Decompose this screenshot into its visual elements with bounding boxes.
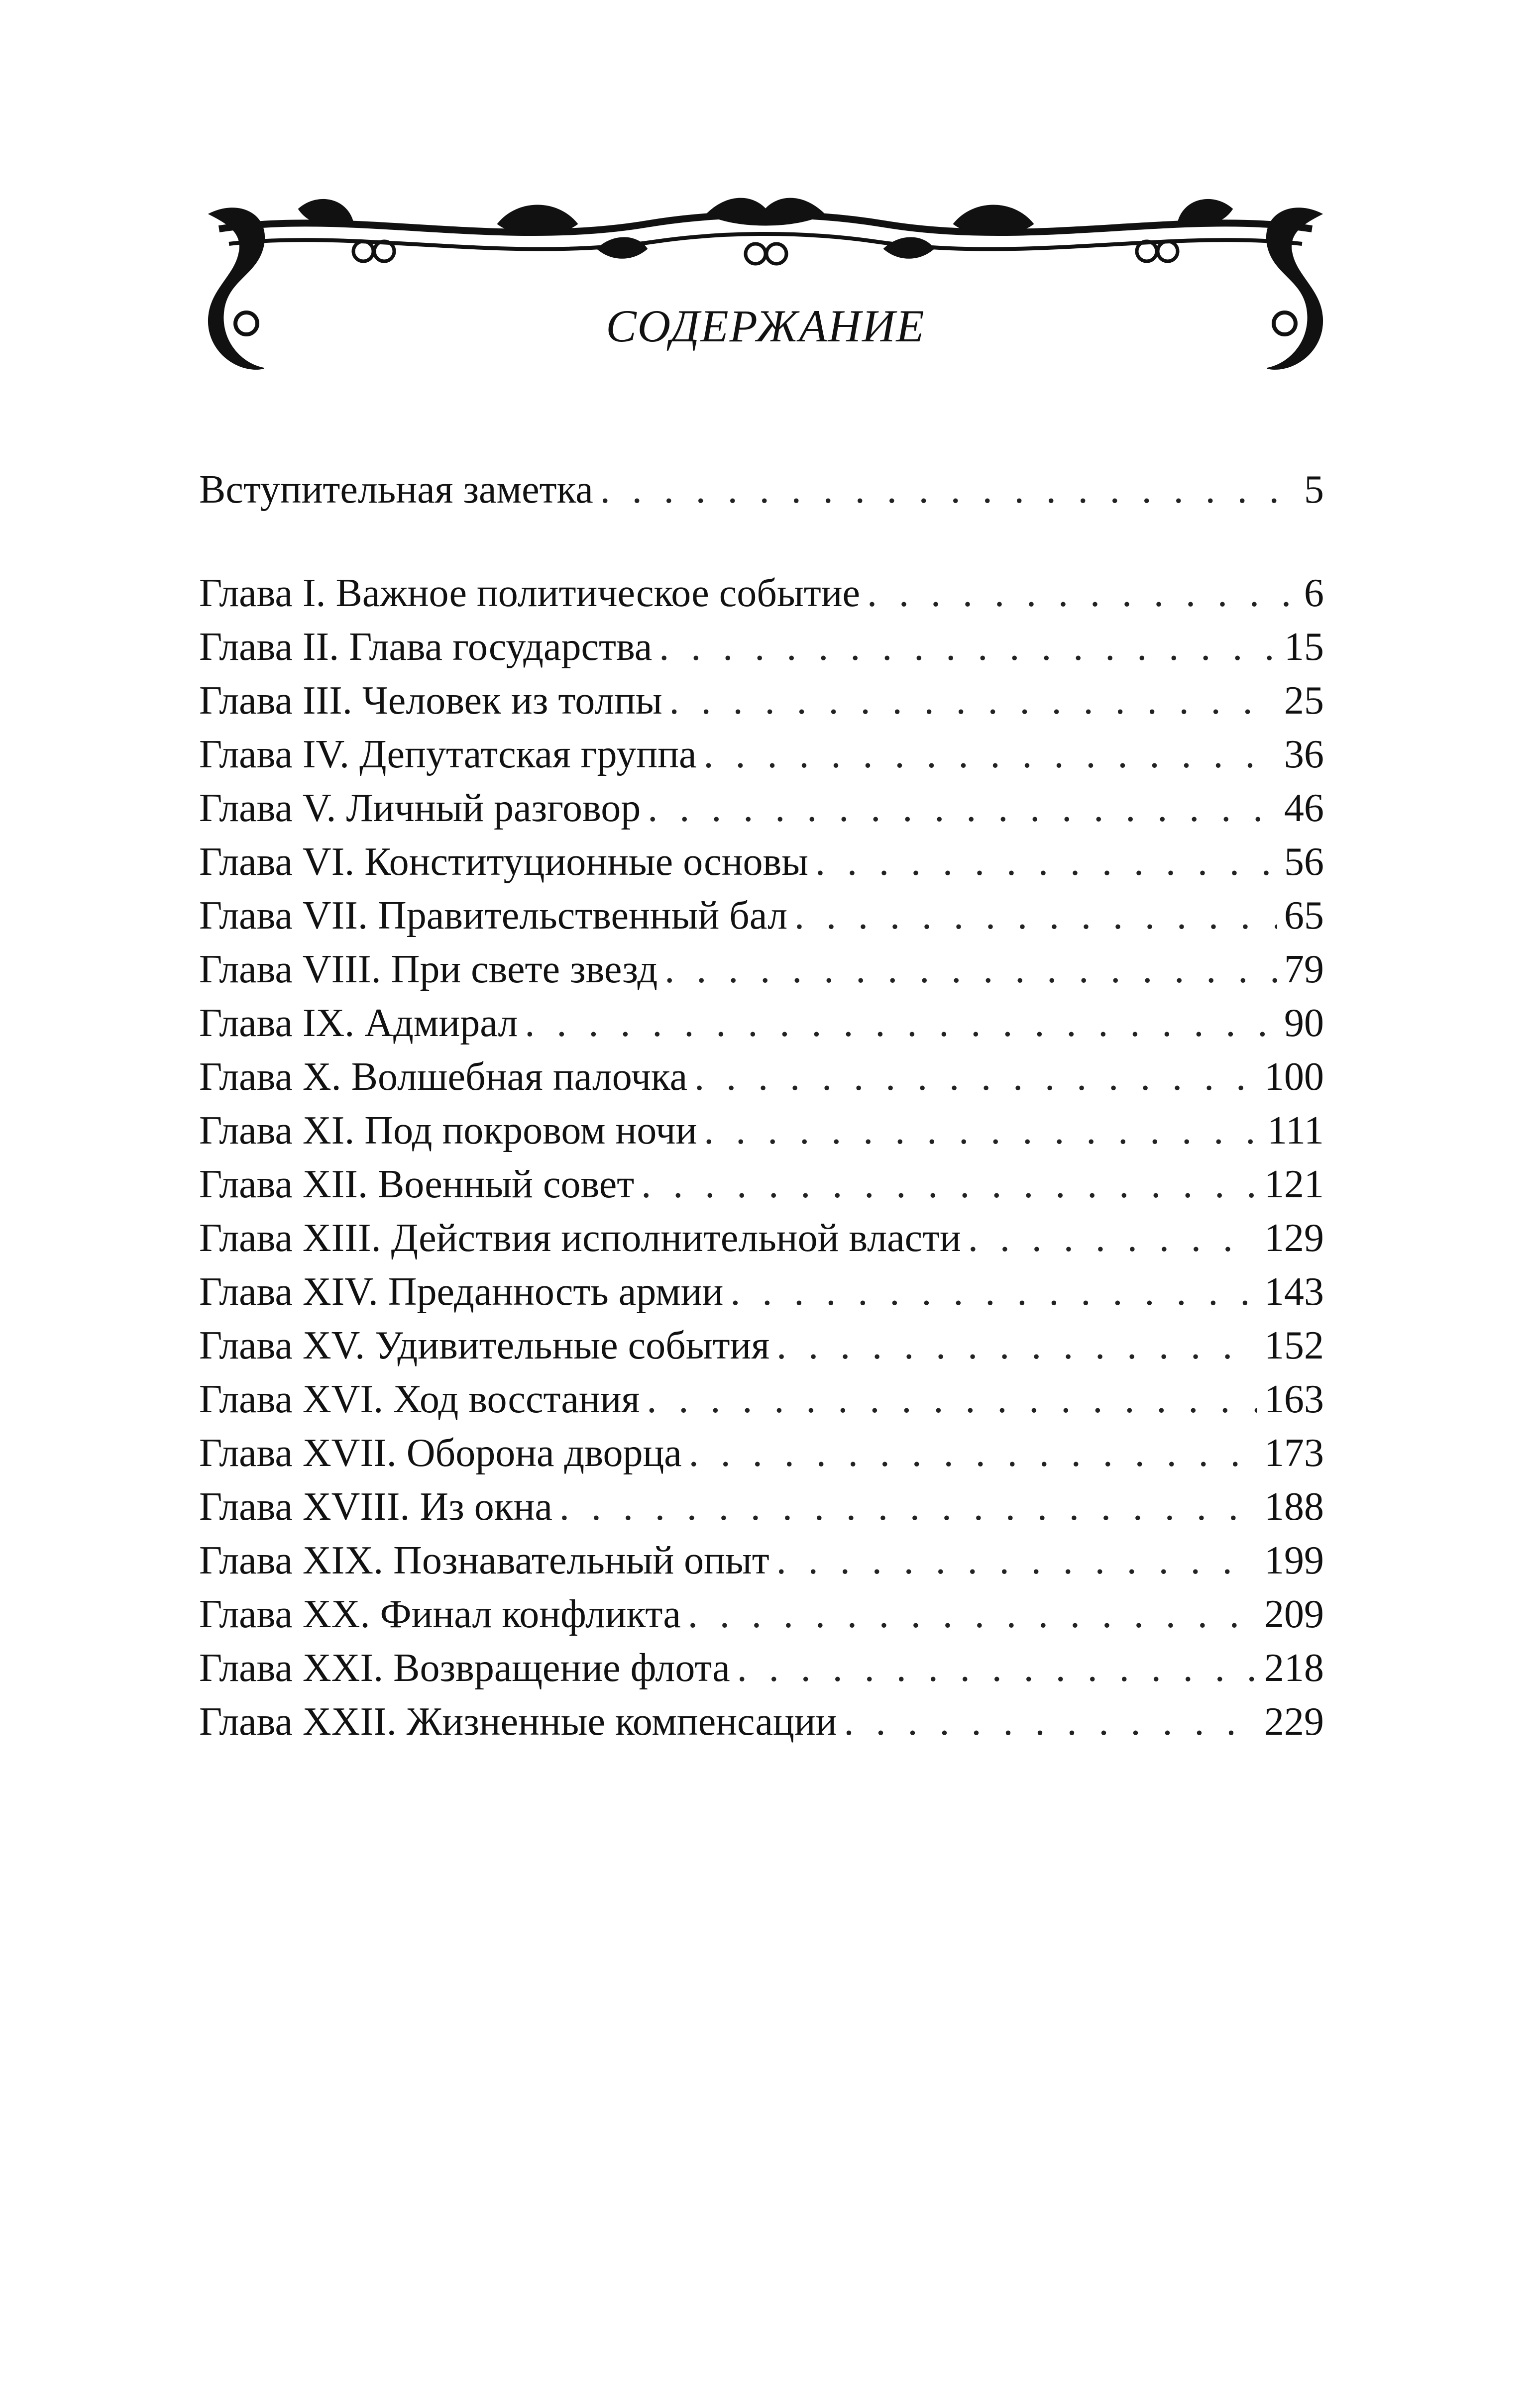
toc-dot-leader (648, 781, 1277, 835)
toc-entry-page: 90 (1284, 1001, 1324, 1045)
toc-entry-chapter[interactable] (199, 781, 1324, 835)
toc-entry-chapter[interactable] (199, 1050, 1324, 1104)
toc-entry-page: 163 (1264, 1377, 1324, 1421)
toc-entry-chapter[interactable] (199, 1480, 1324, 1534)
toc-entry-chapter[interactable] (199, 1265, 1324, 1319)
toc-dot-leader (559, 1480, 1257, 1534)
toc-dot-leader (737, 1641, 1257, 1695)
page-title: СОДЕРЖАНИЕ (606, 301, 925, 351)
toc-entry-chapter[interactable] (199, 674, 1324, 728)
toc-entry-title: Глава II. Глава государства (199, 625, 653, 669)
toc-dot-leader (694, 1050, 1257, 1104)
toc-entry-chapter[interactable] (199, 1319, 1324, 1372)
toc-dot-leader (600, 463, 1297, 517)
toc-entry-title: Глава XVI. Ход восстания (199, 1377, 640, 1421)
toc-dot-leader (641, 1157, 1257, 1211)
toc-entry-title: Глава XV. Удивительные события (199, 1324, 770, 1367)
toc-entry-chapter[interactable] (199, 1587, 1324, 1641)
toc-entry-page: 5 (1304, 468, 1324, 512)
toc-entry-title: Глава XVIII. Из окна (199, 1485, 552, 1529)
toc-dot-leader (689, 1426, 1257, 1480)
toc-dot-leader (815, 835, 1277, 889)
toc-entry-title: Вступительная заметка (199, 468, 593, 512)
toc-entry-title: Глава VI. Конституционные основы (199, 840, 809, 884)
toc-entry-title: Глава V. Личный разговор (199, 786, 641, 830)
toc-entry-chapter[interactable] (199, 1426, 1324, 1480)
toc-entry-page: 121 (1264, 1162, 1324, 1206)
toc-entry-title: Глава VII. Правительственный бал (199, 894, 787, 938)
toc-entry-title: Глава XX. Финал конфликта (199, 1592, 681, 1636)
table-of-contents (199, 463, 1324, 1749)
toc-entry-title: Глава I. Важное политическое событие (199, 571, 861, 615)
toc-dot-leader (688, 1587, 1257, 1641)
floral-border-icon (199, 194, 1332, 383)
toc-entry-page: 46 (1284, 786, 1324, 830)
toc-entry-title: Глава XXI. Возвращение флота (199, 1646, 730, 1690)
toc-entry-chapter[interactable] (199, 728, 1324, 781)
toc-entry-chapter[interactable] (199, 1157, 1324, 1211)
toc-entry-title: Глава XII. Военный совет (199, 1162, 635, 1206)
toc-entry-title: Глава X. Волшебная палочка (199, 1055, 688, 1099)
toc-entry-title: Глава XXII. Жизненные компенсации (199, 1700, 837, 1744)
toc-entry-page: 188 (1264, 1485, 1324, 1529)
toc-entry-title: Глава IX. Адмирал (199, 1001, 518, 1045)
toc-entry-page: 173 (1264, 1431, 1324, 1475)
toc-entry-page: 199 (1264, 1539, 1324, 1582)
toc-dot-leader (659, 620, 1277, 674)
toc-dot-leader (844, 1695, 1257, 1749)
toc-entry-title: Глава VIII. При свете звезд (199, 947, 658, 991)
toc-dot-leader (704, 728, 1277, 781)
toc-entry-page: 56 (1284, 840, 1324, 884)
toc-dot-leader (794, 889, 1277, 942)
toc-entry-page: 79 (1284, 947, 1324, 991)
toc-dot-leader (525, 996, 1277, 1050)
toc-entry-chapter[interactable] (199, 889, 1324, 942)
toc-entry-chapter[interactable] (199, 1641, 1324, 1695)
toc-entry-chapter[interactable] (199, 620, 1324, 674)
toc-entry-chapter[interactable] (199, 835, 1324, 889)
toc-entry-page: 25 (1284, 679, 1324, 723)
toc-entry-page: 36 (1284, 733, 1324, 776)
toc-entry-intro[interactable] (199, 463, 1324, 517)
toc-entry-chapter[interactable] (199, 1534, 1324, 1587)
toc-entry-page: 100 (1264, 1055, 1324, 1099)
toc-entry-title: Глава IV. Депутатская группа (199, 733, 697, 776)
toc-entry-page: 65 (1284, 894, 1324, 938)
toc-entry-title: Глава XI. Под покровом ночи (199, 1109, 697, 1152)
toc-entry-page: 143 (1264, 1270, 1324, 1314)
toc-dot-leader (664, 942, 1277, 996)
toc-entry-title: Глава XIX. Познавательный опыт (199, 1539, 769, 1582)
toc-entry-page: 218 (1264, 1646, 1324, 1690)
toc-entry-title: Глава XIV. Преданность армии (199, 1270, 724, 1314)
toc-entry-chapter[interactable] (199, 566, 1324, 620)
toc-entry-title: Глава III. Человек из толпы (199, 679, 662, 723)
toc-entry-chapter[interactable] (199, 942, 1324, 996)
toc-entry-chapter[interactable] (199, 1104, 1324, 1157)
toc-entry-chapter[interactable] (199, 1372, 1324, 1426)
toc-entry-page: 111 (1267, 1109, 1324, 1152)
toc-entry-title: Глава XIII. Действия исполнительной власти (199, 1216, 961, 1260)
toc-dot-leader (647, 1372, 1257, 1426)
toc-entry-page: 15 (1284, 625, 1324, 669)
toc-entry-page: 6 (1304, 571, 1324, 615)
toc-entry-page: 209 (1264, 1592, 1324, 1636)
toc-entry-chapter[interactable] (199, 1695, 1324, 1749)
toc-dot-leader (730, 1265, 1257, 1319)
toc-dot-leader (669, 674, 1277, 728)
toc-dot-leader (968, 1211, 1257, 1265)
toc-entry-page: 129 (1264, 1216, 1324, 1260)
toc-entry-page: 229 (1264, 1700, 1324, 1744)
toc-entry-chapter[interactable] (199, 1211, 1324, 1265)
toc-entry-page: 152 (1264, 1324, 1324, 1367)
toc-entry-chapter[interactable] (199, 996, 1324, 1050)
toc-dot-leader (776, 1319, 1257, 1372)
toc-dot-leader (867, 566, 1297, 620)
toc-dot-leader (776, 1534, 1257, 1587)
toc-entry-title: Глава XVII. Оборона дворца (199, 1431, 682, 1475)
toc-dot-leader (704, 1104, 1260, 1157)
